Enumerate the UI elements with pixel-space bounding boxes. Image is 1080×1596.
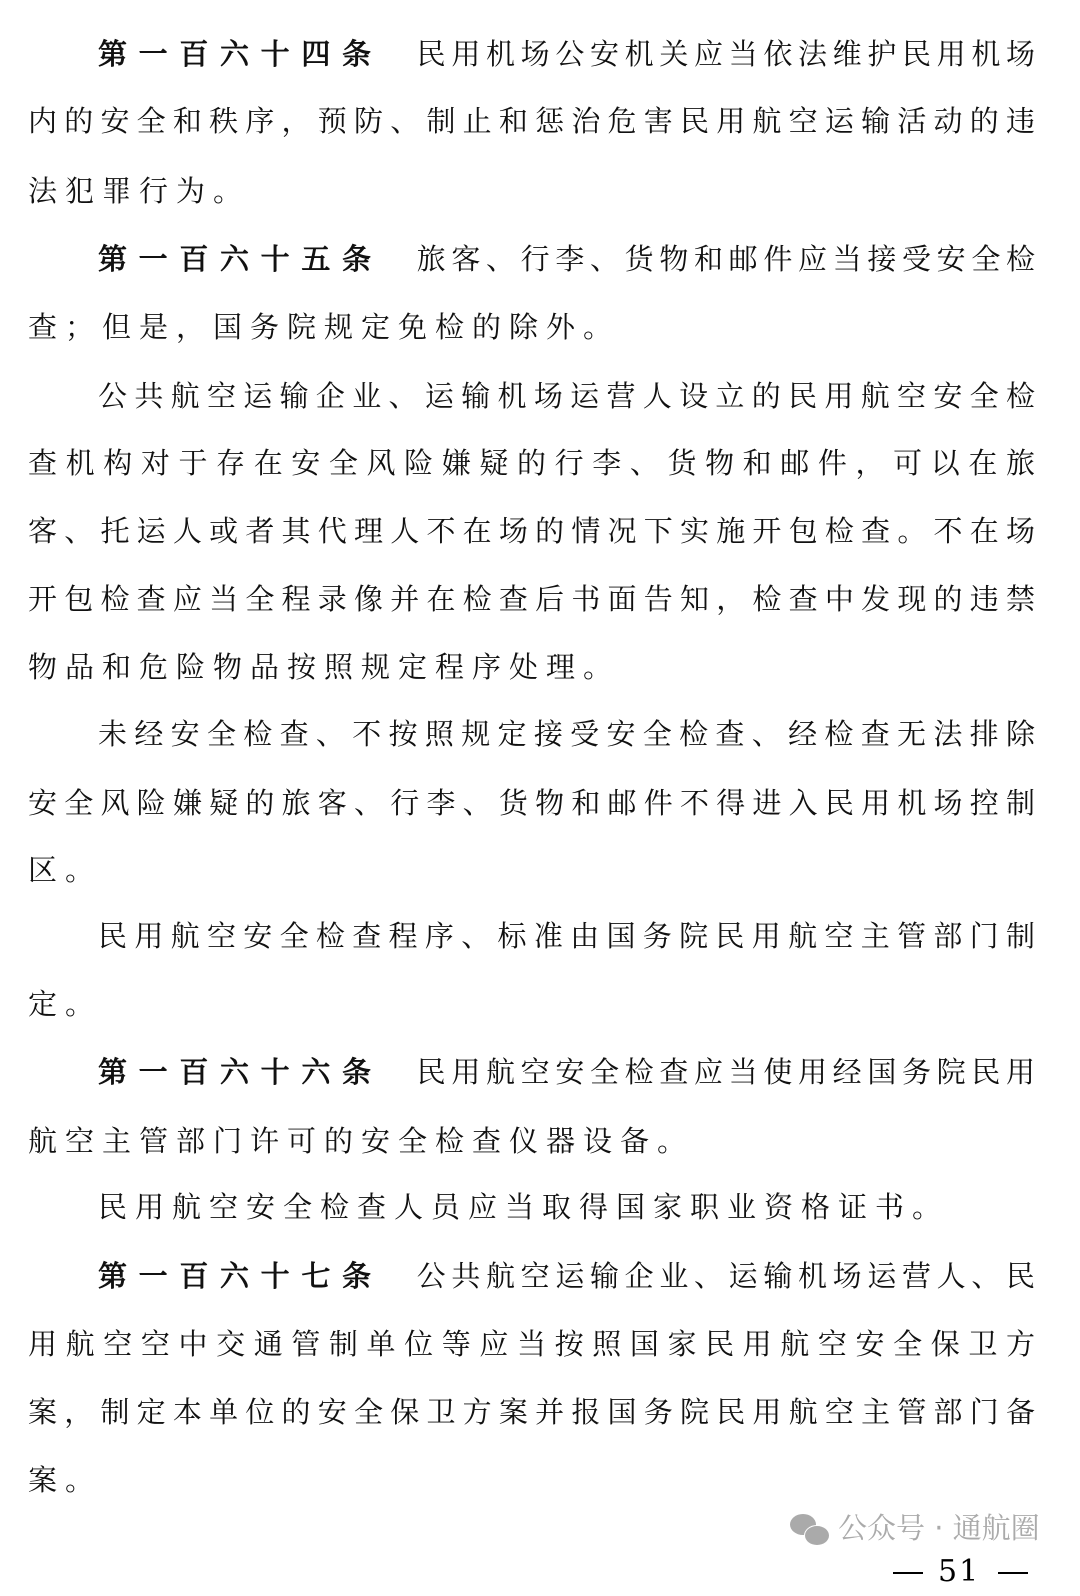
text-line: [28, 511, 1035, 551]
line-text: 物品和危险物品按照规定程序处理。: [28, 650, 621, 684]
watermark: [790, 1508, 1040, 1548]
text-line: [28, 376, 1035, 416]
line-text: 公共航空运输企业、运输机场运营人设立的民用航空安全检: [98, 379, 1035, 413]
line-text: 区。: [28, 853, 103, 887]
line-text: 航空主管部门许可的安全检查仪器设备。: [28, 1124, 695, 1158]
text-line: [28, 916, 1035, 956]
article-heading: 第一百六十四条: [98, 37, 383, 71]
text-line: [28, 307, 1035, 347]
text-line: [28, 984, 1035, 1024]
wechat-icon: [790, 1514, 830, 1546]
text-line: [28, 443, 1035, 483]
line-text: 开包检查应当全程录像并在检查后书面告知，检查中发现的违禁: [28, 582, 1035, 616]
line-text: 案，制定本单位的安全保卫方案并报国务院民用航空主管部门备: [28, 1395, 1035, 1429]
text-line: [28, 101, 1035, 141]
article-heading: 第一百六十七条: [98, 1259, 383, 1293]
text-line: [28, 579, 1035, 619]
line-text: 查机构对于存在安全风险嫌疑的行李、货物和邮件，可以在旅: [28, 446, 1035, 480]
text-line: [28, 850, 1035, 890]
text-line: [28, 239, 1035, 279]
text-line: [28, 1392, 1035, 1432]
text-line: [28, 34, 1035, 74]
line-text: 案。: [28, 1463, 103, 1497]
text-line: [28, 647, 1035, 687]
line-text: 客、托运人或者其代理人不在场的情况下实施开包检查。不在场: [28, 514, 1035, 548]
line-text: 定。: [28, 987, 103, 1021]
line-text: 内的安全和秩序，预防、制止和惩治危害民用航空运输活动的违: [28, 104, 1035, 138]
line-text: 查；但是，国务院规定免检的除外。: [28, 310, 621, 344]
line-text: 用航空空中交通管制单位等应当按照国家民用航空安全保卫方: [28, 1327, 1035, 1361]
text-line: [28, 714, 1035, 754]
text-line: [28, 1121, 1035, 1161]
text-line: [28, 783, 1035, 823]
text-line: [28, 1052, 1035, 1092]
line-text: 法犯罪行为。: [28, 174, 251, 208]
text-line: [28, 1460, 1035, 1500]
text-line: [28, 171, 1035, 211]
page-number: 51: [938, 1554, 981, 1589]
line-text: 民用机场公安机关应当依法维护民用机场: [416, 37, 1035, 71]
article-heading: 第一百六十五条: [98, 242, 383, 276]
text-line: [28, 1324, 1035, 1364]
line-text: 旅客、行李、货物和邮件应当接受安全检: [416, 242, 1035, 276]
watermark-text: 公众号 · 通航圈: [838, 1511, 1040, 1545]
text-line: [28, 1187, 1035, 1227]
line-text: 民用航空安全检查应当使用经国务院民用: [416, 1055, 1035, 1089]
line-text: 未经安全检查、不按照规定接受安全检查、经检查无法排除: [98, 717, 1035, 751]
line-text: 安全风险嫌疑的旅客、行李、货物和邮件不得进入民用机场控制: [28, 786, 1035, 820]
line-text: 民用航空安全检查人员应当取得国家职业资格证书。: [98, 1190, 950, 1224]
text-line: [28, 1256, 1035, 1296]
line-text: 公共航空运输企业、运输机场运营人、民: [416, 1259, 1035, 1293]
line-text: 民用航空安全检查程序、标准由国务院民用航空主管部门制: [98, 919, 1035, 953]
article-heading: 第一百六十六条: [98, 1055, 383, 1089]
